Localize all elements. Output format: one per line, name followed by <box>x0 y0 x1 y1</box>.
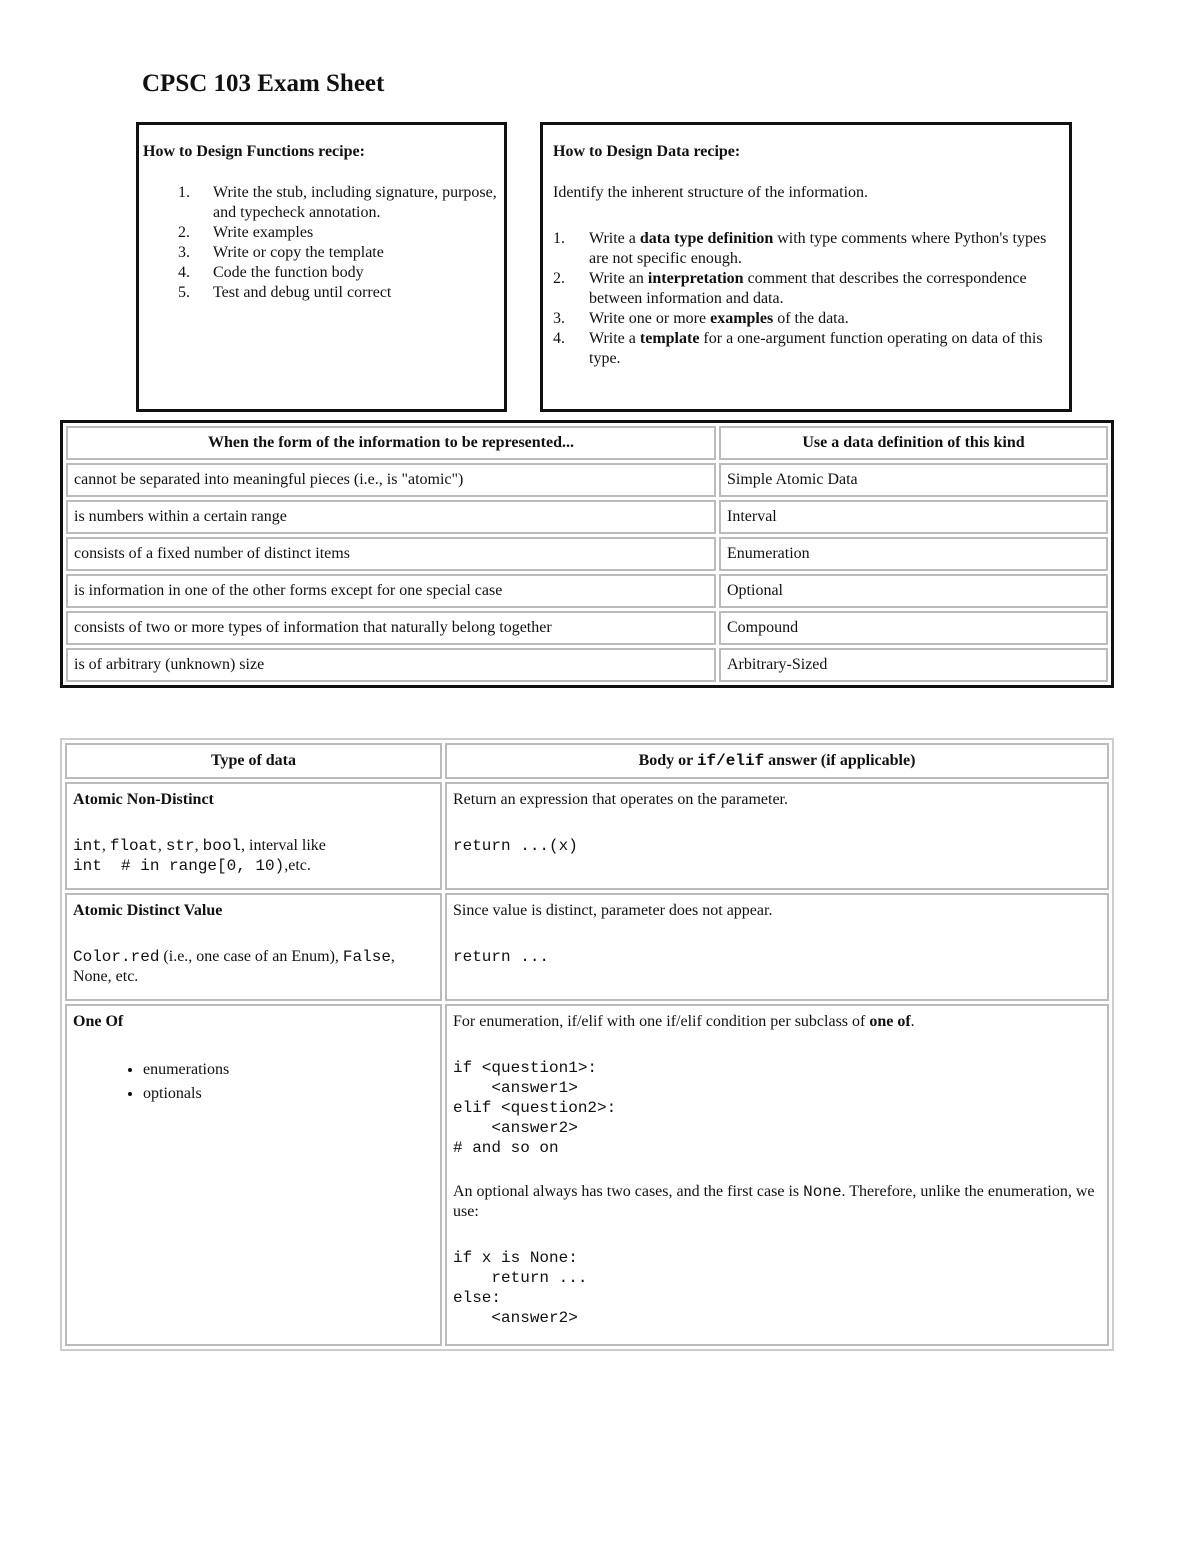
step-text-pre: Write a <box>589 230 640 247</box>
table-cell: Compound <box>719 611 1108 645</box>
type-cell <box>65 1004 442 1346</box>
step-number: 4. <box>178 264 190 281</box>
text: , <box>101 837 110 854</box>
type-name: Atomic Non-Distinct <box>73 791 214 808</box>
type-examples <box>73 836 434 876</box>
list-item <box>553 309 1059 329</box>
table-cell: is of arbitrary (unknown) size <box>66 648 716 682</box>
code-text: str <box>165 837 195 855</box>
body-description: Since value is distinct, parameter does not appear. <box>453 902 773 919</box>
column-header-type: Type of data <box>65 743 442 779</box>
step-number: 2. <box>553 270 565 287</box>
text: , <box>194 837 203 854</box>
step-number: 2. <box>178 224 190 241</box>
table-header-row <box>66 426 1108 460</box>
list-item <box>553 229 1059 269</box>
table-cell: Enumeration <box>719 537 1108 571</box>
data-recipe-intro: Identify the inherent structure of the information. <box>553 184 869 201</box>
step-number: 3. <box>553 310 565 327</box>
list-item: • optionals <box>143 1082 434 1106</box>
code-text: bool <box>202 837 242 855</box>
code-block: return ... <box>453 948 550 966</box>
step-keyword: data type definition <box>639 230 774 247</box>
code-text: float <box>109 837 158 855</box>
code-text: False <box>342 948 391 966</box>
code-block: if x is None: return ... else: <answer2> <box>453 1249 588 1327</box>
body-cell <box>445 1004 1109 1346</box>
step-text: Write examples <box>213 224 314 241</box>
type-examples <box>73 947 434 987</box>
code-text: int # in range[0, 10) <box>73 857 285 875</box>
list-item: • enumerations <box>143 1058 434 1082</box>
body-cell <box>445 782 1109 890</box>
step-text: Write the stub, including signature, purpose, and typecheck annotation. <box>213 184 497 221</box>
list-item <box>143 283 498 303</box>
column-header: Use a data definition of this kind <box>719 426 1108 460</box>
table-row <box>66 500 1108 534</box>
table-cell: Interval <box>719 500 1108 534</box>
step-number: 1. <box>553 230 565 247</box>
step-keyword: examples <box>710 310 774 327</box>
step-keyword: template <box>639 330 700 347</box>
text: For enumeration, if/elif with one if/elif condition per subclass of <box>453 1013 870 1030</box>
list-item <box>143 183 498 223</box>
table-cell: Simple Atomic Data <box>719 463 1108 497</box>
table-row <box>65 1004 1109 1346</box>
table-row <box>65 782 1109 890</box>
header-text: answer (if applicable) <box>764 752 916 769</box>
functions-recipe-heading: How to Design Functions recipe: <box>143 143 365 160</box>
table-cell: is numbers within a certain range <box>66 500 716 534</box>
column-header: When the form of the information to be represented... <box>66 426 716 460</box>
step-text: Write or copy the template <box>213 244 384 261</box>
step-text-post: for a one-argument function operating on data of this type. <box>589 330 1043 367</box>
step-number: 5. <box>178 284 190 301</box>
table-cell: consists of a fixed number of distinct items <box>66 537 716 571</box>
text: . <box>910 1013 915 1030</box>
step-number: 4. <box>553 330 565 347</box>
functions-recipe-steps <box>143 183 498 303</box>
body-cell <box>445 893 1109 1001</box>
body-description <box>453 1012 1101 1032</box>
table-row <box>66 574 1108 608</box>
text: An optional always has two cases, and the first case is <box>453 1183 804 1200</box>
code-text: int <box>73 837 102 855</box>
type-name: One Of <box>73 1013 124 1030</box>
list-item <box>143 263 498 283</box>
type-cell <box>65 782 442 890</box>
header-code: if/elif <box>696 752 765 770</box>
step-keyword: interpretation <box>647 270 744 287</box>
step-text: Test and debug until correct <box>213 284 392 301</box>
text: , <box>157 837 166 854</box>
step-text-pre: Write an <box>589 270 648 287</box>
code-block: if <question1>: <answer1> elif <question2>: <answer2> # and so on <box>453 1059 617 1157</box>
text: , interval like <box>241 837 326 854</box>
step-text-pre: Write a <box>589 330 640 347</box>
text: , None, etc. <box>73 948 395 985</box>
text: (i.e., one case of an Enum), <box>159 948 343 965</box>
data-recipe-box <box>540 122 1072 412</box>
list-item <box>553 269 1059 309</box>
type-cell <box>65 893 442 1001</box>
step-number: 1. <box>178 184 190 201</box>
code-text: None <box>803 1183 842 1201</box>
table-row <box>66 463 1108 497</box>
code-block: return ...(x) <box>453 837 578 855</box>
type-name: Atomic Distinct Value <box>73 902 223 919</box>
table-cell: Arbitrary-Sized <box>719 648 1108 682</box>
list-item <box>143 243 498 263</box>
step-number: 3. <box>178 244 190 261</box>
text: . Therefore, unlike the enumeration, we use: <box>453 1183 1095 1220</box>
table-cell: cannot be separated into meaningful pieces (i.e., is "atomic") <box>66 463 716 497</box>
text: ,etc. <box>284 857 311 874</box>
step-text-post: comment that describes the correspondence between information and data. <box>589 270 1027 307</box>
list-item <box>553 329 1059 369</box>
page-title: CPSC 103 Exam Sheet <box>142 70 385 97</box>
list-item <box>143 223 498 243</box>
data-recipe-steps <box>553 229 1059 369</box>
step-text-post: with type comments where Python's types are not specific enough. <box>589 230 1047 267</box>
functions-recipe-box <box>136 122 507 412</box>
step-text-pre: Write one or more <box>589 310 711 327</box>
table-cell: is information in one of the other forms except for one special case <box>66 574 716 608</box>
table-cell: Optional <box>719 574 1108 608</box>
one-of-list <box>73 1058 434 1106</box>
table-row <box>66 648 1108 682</box>
body-description <box>453 1182 1101 1222</box>
step-text: Code the function body <box>213 264 364 281</box>
code-text: Color.red <box>73 948 160 966</box>
table-cell: consists of two or more types of information that naturally belong together <box>66 611 716 645</box>
step-text-post: of the data. <box>773 310 849 327</box>
keyword: one of <box>869 1013 911 1030</box>
data-types-table <box>60 738 1114 1351</box>
data-kinds-table <box>60 420 1114 688</box>
table-row <box>66 611 1108 645</box>
table-row <box>65 893 1109 1001</box>
data-recipe-heading: How to Design Data recipe: <box>553 143 741 160</box>
table-header-row <box>65 743 1109 779</box>
column-header-body <box>445 743 1109 779</box>
body-description: Return an expression that operates on the parameter. <box>453 791 788 808</box>
header-text: Body or <box>638 752 697 769</box>
table-row <box>66 537 1108 571</box>
